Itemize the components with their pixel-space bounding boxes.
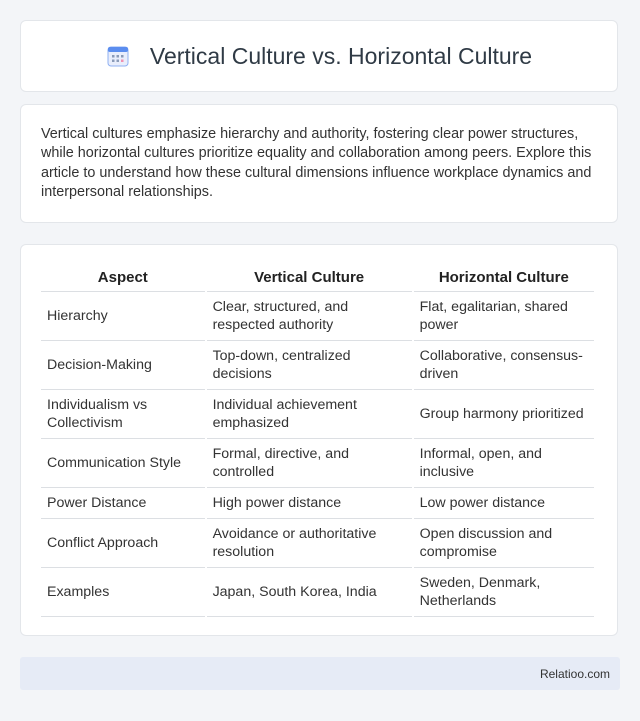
table-cell: Japan, South Korea, India bbox=[207, 568, 412, 617]
table-cell: Formal, directive, and controlled bbox=[207, 439, 412, 488]
table-cell: Low power distance bbox=[414, 488, 594, 519]
column-header-aspect: Aspect bbox=[41, 263, 205, 292]
table-row bbox=[41, 292, 594, 341]
footer-bar bbox=[20, 657, 620, 690]
table-cell: Informal, open, and inclusive bbox=[414, 439, 594, 488]
table-row bbox=[41, 390, 594, 439]
table-cell: Flat, egalitarian, shared power bbox=[414, 292, 594, 341]
table-cell: Clear, structured, and respected authority bbox=[207, 292, 412, 341]
table-cell: Group harmony prioritized bbox=[414, 390, 594, 439]
table-cell: Top-down, centralized decisions bbox=[207, 341, 412, 390]
intro-paragraph: Vertical cultures emphasize hierarchy and authority, fostering clear power structures, while horizontal cultures prioritize equality and collaboration among peers. Explore this article to understand how these cultural dimensions influence workplace dynamics and interpersonal relationships. bbox=[41, 126, 592, 200]
column-header-vertical: Vertical Culture bbox=[207, 263, 412, 292]
comparison-table bbox=[39, 263, 596, 617]
header-card bbox=[20, 20, 618, 92]
comparison-table-card bbox=[20, 244, 618, 636]
table-cell: Decision-Making bbox=[41, 341, 205, 390]
table-cell: Hierarchy bbox=[41, 292, 205, 341]
table-cell: Examples bbox=[41, 568, 205, 617]
table-cell: Collaborative, consensus-driven bbox=[414, 341, 594, 390]
table-cell: Conflict Approach bbox=[41, 519, 205, 568]
calendar-icon bbox=[106, 44, 130, 68]
table-row bbox=[41, 519, 594, 568]
table-cell: Avoidance or authoritative resolution bbox=[207, 519, 412, 568]
table-cell: Sweden, Denmark, Netherlands bbox=[414, 568, 594, 617]
table-row bbox=[41, 568, 594, 617]
page-title: Vertical Culture vs. Horizontal Culture bbox=[149, 42, 533, 69]
title-wrap bbox=[106, 43, 532, 70]
table-header-row bbox=[41, 263, 594, 292]
table-row bbox=[41, 341, 594, 390]
table-row bbox=[41, 439, 594, 488]
table-cell: Communication Style bbox=[41, 439, 205, 488]
column-header-horizontal: Horizontal Culture bbox=[414, 263, 594, 292]
footer-site-link[interactable]: Relatioo.com bbox=[539, 666, 610, 681]
table-cell: Power Distance bbox=[41, 488, 205, 519]
table-cell: Open discussion and compromise bbox=[414, 519, 594, 568]
table-row bbox=[41, 488, 594, 519]
table-cell: Individual achievement emphasized bbox=[207, 390, 412, 439]
table-cell: High power distance bbox=[207, 488, 412, 519]
intro-card bbox=[20, 104, 618, 223]
table-cell: Individualism vs Collectivism bbox=[41, 390, 205, 439]
